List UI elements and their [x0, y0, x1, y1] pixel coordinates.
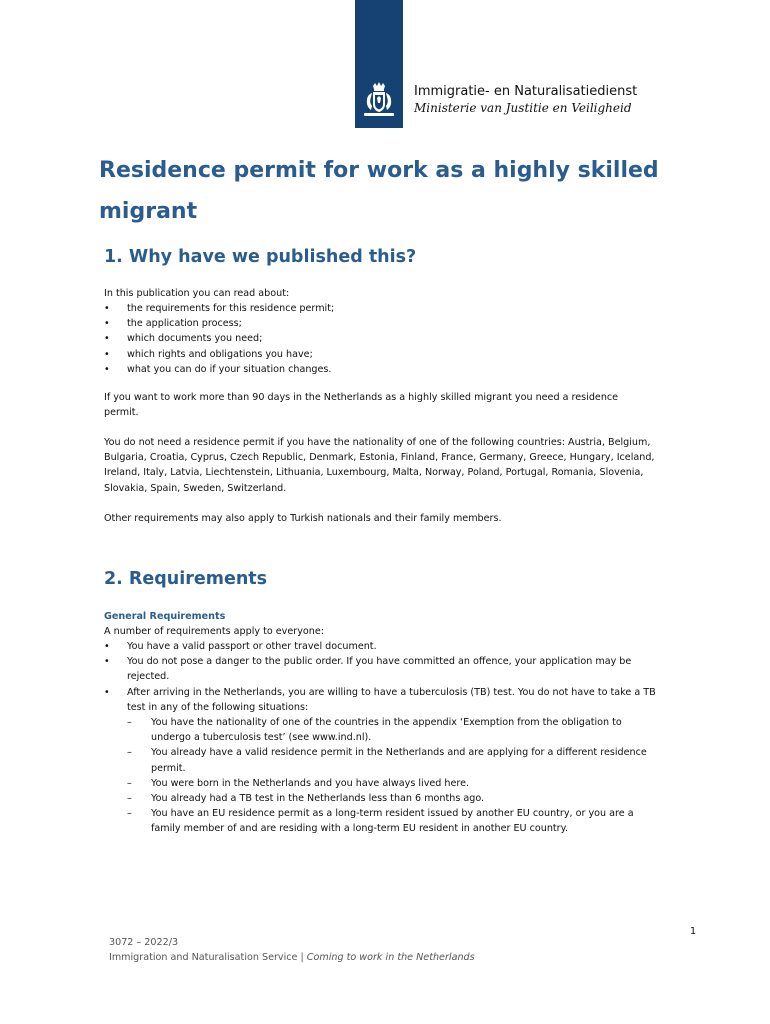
paragraph-turkish-nationals: Other requirements may also apply to Turkish nationals and their family members. [104, 513, 502, 524]
list-item: – You already had a TB test in the Netherlands less than 6 months ago. [127, 791, 664, 806]
footer-service: Immigration and Naturalisation Service [109, 952, 298, 963]
requirements-intro: A number of requirements apply to everyone: [104, 626, 324, 637]
logo-bar [355, 0, 403, 128]
list-item: – You have an EU residence permit as a long-term resident issued by another EU country, or you are a family member of and are residing with a long-term EU resident in another EU country. [127, 806, 664, 836]
footer-separator: | [300, 952, 304, 963]
list-item: • the requirements for this residence permit; [104, 301, 664, 316]
tb-exemptions-list [127, 715, 664, 837]
list-item: – You have the nationality of one of the countries in the appendix ‘Exemption from the obligation to undergo a tuberculosis test’ (see www.ind.nl). [127, 715, 664, 745]
general-requirements-subheading: General Requirements [104, 611, 226, 622]
list-item: • what you can do if your situation changes. [104, 362, 664, 377]
list-item: • You do not pose a danger to the public order. If you have committed an offence, your application may be rejected. [104, 654, 664, 684]
paragraph-exempt-countries: You do not need a residence permit if you have the nationality of one of the following countries: Austria, Belgium, Bulgaria, Croatia, Cyprus, Czech Republic, Denmark, Estonia, Finland, France, Germany, Greece, Hungary, Iceland, Ireland, Italy, Latvia, Liechtenstein, Lithuania, Luxembourg, Malta, Norway, Poland, Portugal, Romania, Slovenia, Slovakia, Spain, Sweden, Switzerland. [104, 437, 655, 494]
list-item: • You have a valid passport or other travel document. [104, 639, 664, 654]
tb-test-text: • After arriving in the Netherlands, you are willing to have a tuberculosis (TB) test. You do not have to take a TB test in any of the following situations: [127, 686, 656, 713]
list-item: • the application process; [104, 316, 664, 331]
section-1-heading: 1. Why have we published this? [104, 247, 417, 267]
section-2-heading: 2. Requirements [104, 569, 268, 589]
paragraph-90-days: If you want to work more than 90 days in the Netherlands as a highly skilled migrant you need a residence permit. [104, 392, 619, 419]
document-code: 3072 – 2022/3 [109, 937, 179, 948]
topics-list [104, 301, 664, 377]
org-name: Immigratie- en Naturalisatiedienst [414, 84, 638, 99]
list-item: • which rights and obligations you have; [104, 347, 664, 362]
requirements-list [104, 639, 664, 837]
footer-line [109, 952, 475, 963]
list-item [104, 685, 664, 837]
ministry-name: Ministerie van Justitie en Veiligheid [414, 101, 632, 115]
footer-publication: Coming to work in the Netherlands [306, 952, 475, 963]
page-number: 1 [690, 926, 697, 937]
page-title: Residence permit for work as a highly skilled migrant [99, 158, 659, 224]
organization-name [414, 84, 637, 116]
list-item: – You were born in the Netherlands and you have always lived here. [127, 776, 664, 791]
section-1-intro: In this publication you can read about: [104, 288, 290, 299]
coat-of-arms-icon [359, 80, 399, 120]
list-item: – You already have a valid residence permit in the Netherlands and are applying for a different residence permit. [127, 745, 664, 775]
list-item: • which documents you need; [104, 331, 664, 346]
